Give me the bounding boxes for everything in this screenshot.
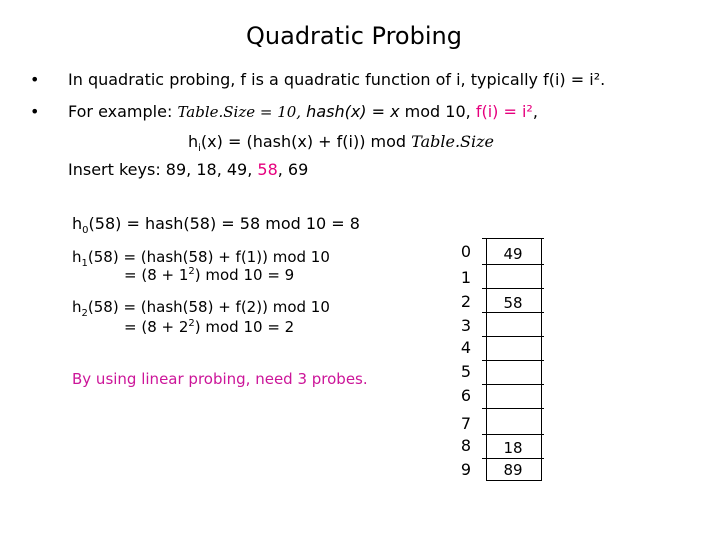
table-divider	[482, 434, 544, 435]
linear-probing-note: By using linear probing, need 3 probes.	[72, 370, 368, 388]
step-h2-cont	[124, 318, 294, 336]
table-divider	[482, 238, 544, 239]
insert-highlight: 58	[257, 160, 278, 179]
table-index: 5	[460, 362, 472, 381]
step-h0	[72, 214, 360, 236]
formula-sub: i	[198, 143, 201, 155]
bullet-icon: •	[30, 102, 40, 121]
step-h2-cont-b: ) mod 10 = 2	[194, 318, 295, 336]
formula-line	[188, 132, 494, 154]
step-h0-h: h	[72, 214, 83, 233]
table-divider	[482, 264, 544, 265]
formula-mid: (x) = (hash(x) + f(i)) mod	[200, 132, 412, 151]
bullet-2-mod: mod 10,	[399, 102, 476, 121]
bullet-2-f: f(i) = i²	[475, 102, 533, 121]
step-h2-sup: 2	[188, 318, 195, 329]
step-h1-cont-b: ) mod 10 = 9	[194, 266, 295, 284]
table-cell-8: 18	[503, 439, 523, 457]
bullet-2-hash: hash(x) = x	[306, 102, 400, 121]
step-h0-text: (58) = hash(58) = 58 mod 10 = 8	[88, 214, 360, 233]
insert-suffix: , 69	[277, 160, 309, 179]
step-h1-text: (58) = (hash(58) + f(1)) mod 10	[87, 248, 330, 266]
bullet-2-end: ,	[532, 102, 538, 121]
table-cell-9: 89	[503, 461, 523, 479]
bullet-1	[68, 70, 605, 89]
table-index: 9	[460, 460, 472, 479]
step-h2-cont-a: = (8 + 2	[124, 318, 189, 336]
table-divider	[482, 384, 544, 385]
step-h0-sub: 0	[82, 225, 89, 237]
slide-title: Quadratic Probing	[246, 22, 462, 50]
insert-prefix: Insert keys: 89, 18, 49,	[68, 160, 258, 179]
table-divider	[482, 360, 544, 361]
table-index: 8	[460, 436, 472, 455]
step-h2-text: (58) = (hash(58) + f(2)) mod 10	[87, 298, 330, 316]
table-divider	[482, 312, 544, 313]
step-h1-sup: 2	[188, 266, 195, 277]
bullet-2-prefix: For example:	[68, 102, 178, 121]
step-h1-h: h	[72, 248, 82, 266]
bullet-icon: •	[30, 70, 40, 89]
table-index: 4	[460, 338, 472, 357]
bullet-1-text: In quadratic probing, f is a quadratic function of i, typically f(i) = i².	[68, 70, 606, 89]
bullet-2-tablesize: Table.Size = 10,	[177, 103, 302, 121]
bullet-2	[68, 102, 538, 121]
table-index: 6	[460, 386, 472, 405]
step-h2-sub: 2	[81, 308, 88, 319]
table-cell-2: 58	[503, 294, 523, 312]
table-divider	[482, 458, 544, 459]
step-h1-sub: 1	[81, 258, 88, 269]
table-index: 0	[460, 242, 472, 261]
table-index: 1	[460, 268, 472, 287]
table-index: 3	[460, 316, 472, 335]
step-h1-cont	[124, 266, 294, 284]
table-divider	[482, 408, 544, 409]
formula-tablesize: Table.Size	[411, 132, 495, 151]
step-h1-cont-a: = (8 + 1	[124, 266, 189, 284]
table-divider	[482, 288, 544, 289]
formula-h: h	[188, 132, 199, 151]
step-h2-h: h	[72, 298, 82, 316]
table-index: 7	[460, 414, 472, 433]
insert-keys	[68, 160, 308, 179]
table-index: 2	[460, 292, 472, 311]
table-cell-0: 49	[503, 245, 523, 263]
table-divider	[482, 336, 544, 337]
step-h2	[72, 298, 330, 319]
